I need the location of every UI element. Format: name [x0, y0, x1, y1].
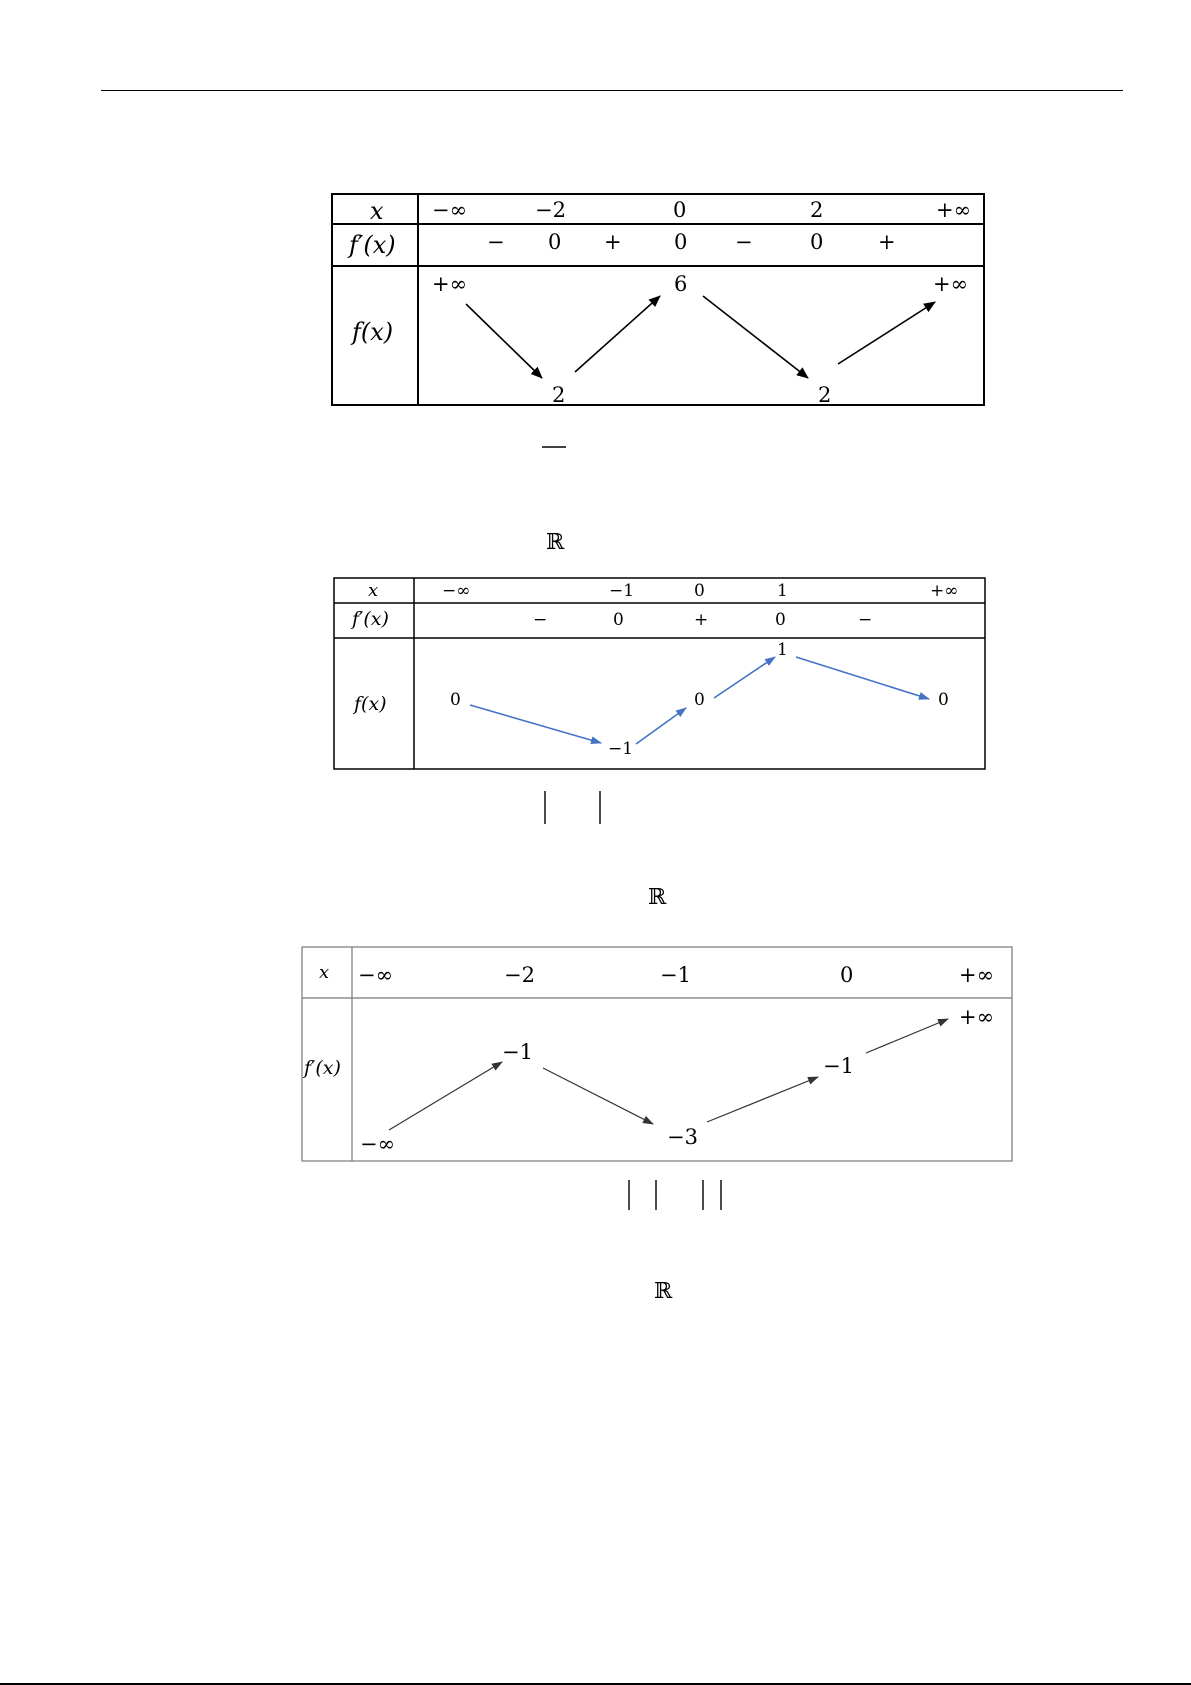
- t1-f-1: 2: [552, 383, 566, 407]
- t1-x-1: −2: [535, 198, 566, 222]
- table-3-grid: [302, 947, 1012, 1161]
- t2-x-2: 0: [694, 581, 705, 601]
- reals-symbol-2: ℝ: [648, 885, 667, 910]
- t1-fp-4: −: [735, 230, 753, 254]
- table-2-grid: [334, 578, 985, 769]
- t3-fp-1: −1: [502, 1040, 533, 1064]
- t1-x-4: +∞: [936, 198, 972, 222]
- t3-arrow-3: [707, 1077, 818, 1122]
- t2-arrow-1: [470, 705, 601, 743]
- t3-x-2: −1: [660, 963, 691, 987]
- t1-fp-6: +: [878, 230, 896, 254]
- t1-fp-5: 0: [810, 230, 824, 254]
- t2-fp-2: +: [694, 610, 709, 630]
- t2-label-fprime: f′(x): [352, 608, 389, 630]
- t1-f-0: +∞: [432, 272, 468, 296]
- t3-fp-3: −1: [823, 1054, 854, 1078]
- t2-fp-4: −: [858, 610, 873, 630]
- t3-x-4: +∞: [959, 963, 995, 987]
- t2-arrow-3: [714, 657, 775, 698]
- t1-x-0: −∞: [432, 198, 468, 222]
- t1-fp-1: 0: [548, 230, 562, 254]
- t1-f-2: 6: [674, 272, 688, 296]
- t2-x-3: 1: [777, 581, 788, 601]
- t1-label-f: f(x): [352, 318, 394, 346]
- t3-fp-2: −3: [667, 1125, 698, 1149]
- table-1-grid: [332, 194, 984, 405]
- t2-f-1: −1: [608, 739, 634, 759]
- t1-fp-2: +: [604, 230, 622, 254]
- t2-x-4: +∞: [930, 581, 959, 601]
- t2-arrow-2: [636, 708, 686, 744]
- t3-fp-0: −∞: [360, 1132, 396, 1156]
- t2-fp-0: −: [533, 610, 548, 630]
- table-3-arrows: [389, 1019, 948, 1130]
- t1-x-2: 0: [673, 198, 687, 222]
- t2-f-3: 1: [777, 640, 788, 660]
- t2-f-0: 0: [450, 690, 461, 710]
- t3-arrow-2: [543, 1068, 653, 1124]
- t2-label-f: f(x): [354, 693, 387, 715]
- t1-arrow-up-1: [575, 296, 660, 372]
- t3-fp-4: +∞: [959, 1005, 995, 1029]
- t2-fp-1: 0: [613, 610, 624, 630]
- t1-f-3: 2: [818, 383, 832, 407]
- reals-symbol-3: ℝ: [654, 1279, 673, 1304]
- t2-x-1: −1: [609, 581, 635, 601]
- t1-f-4: +∞: [933, 272, 969, 296]
- t2-arrow-4: [796, 657, 929, 699]
- t3-x-0: −∞: [358, 963, 394, 987]
- t2-f-4: 0: [938, 690, 949, 710]
- reals-symbol-1: ℝ: [546, 530, 565, 555]
- t3-label-fprime: f′(x): [304, 1057, 341, 1079]
- t1-arrow-down-1: [466, 304, 542, 378]
- t3-arrow-4: [866, 1019, 948, 1053]
- t1-fp-3: 0: [674, 230, 688, 254]
- stray-marks: [542, 447, 721, 1210]
- t1-label-fprime: f′(x): [349, 231, 396, 259]
- t3-x-3: 0: [840, 963, 854, 987]
- t3-x-1: −2: [504, 963, 535, 987]
- t2-label-x: x: [368, 580, 379, 601]
- t3-label-x: x: [319, 962, 330, 983]
- t2-f-2: 0: [694, 690, 705, 710]
- t2-x-0: −∞: [442, 581, 471, 601]
- t1-x-3: 2: [810, 198, 824, 222]
- table-1-arrows: [466, 296, 935, 378]
- t1-arrow-up-2: [838, 302, 935, 364]
- t2-fp-3: 0: [775, 610, 786, 630]
- t1-arrow-down-2: [703, 296, 808, 378]
- t1-fp-0: −: [487, 230, 505, 254]
- t3-arrow-1: [389, 1062, 502, 1130]
- t1-label-x: x: [370, 197, 384, 225]
